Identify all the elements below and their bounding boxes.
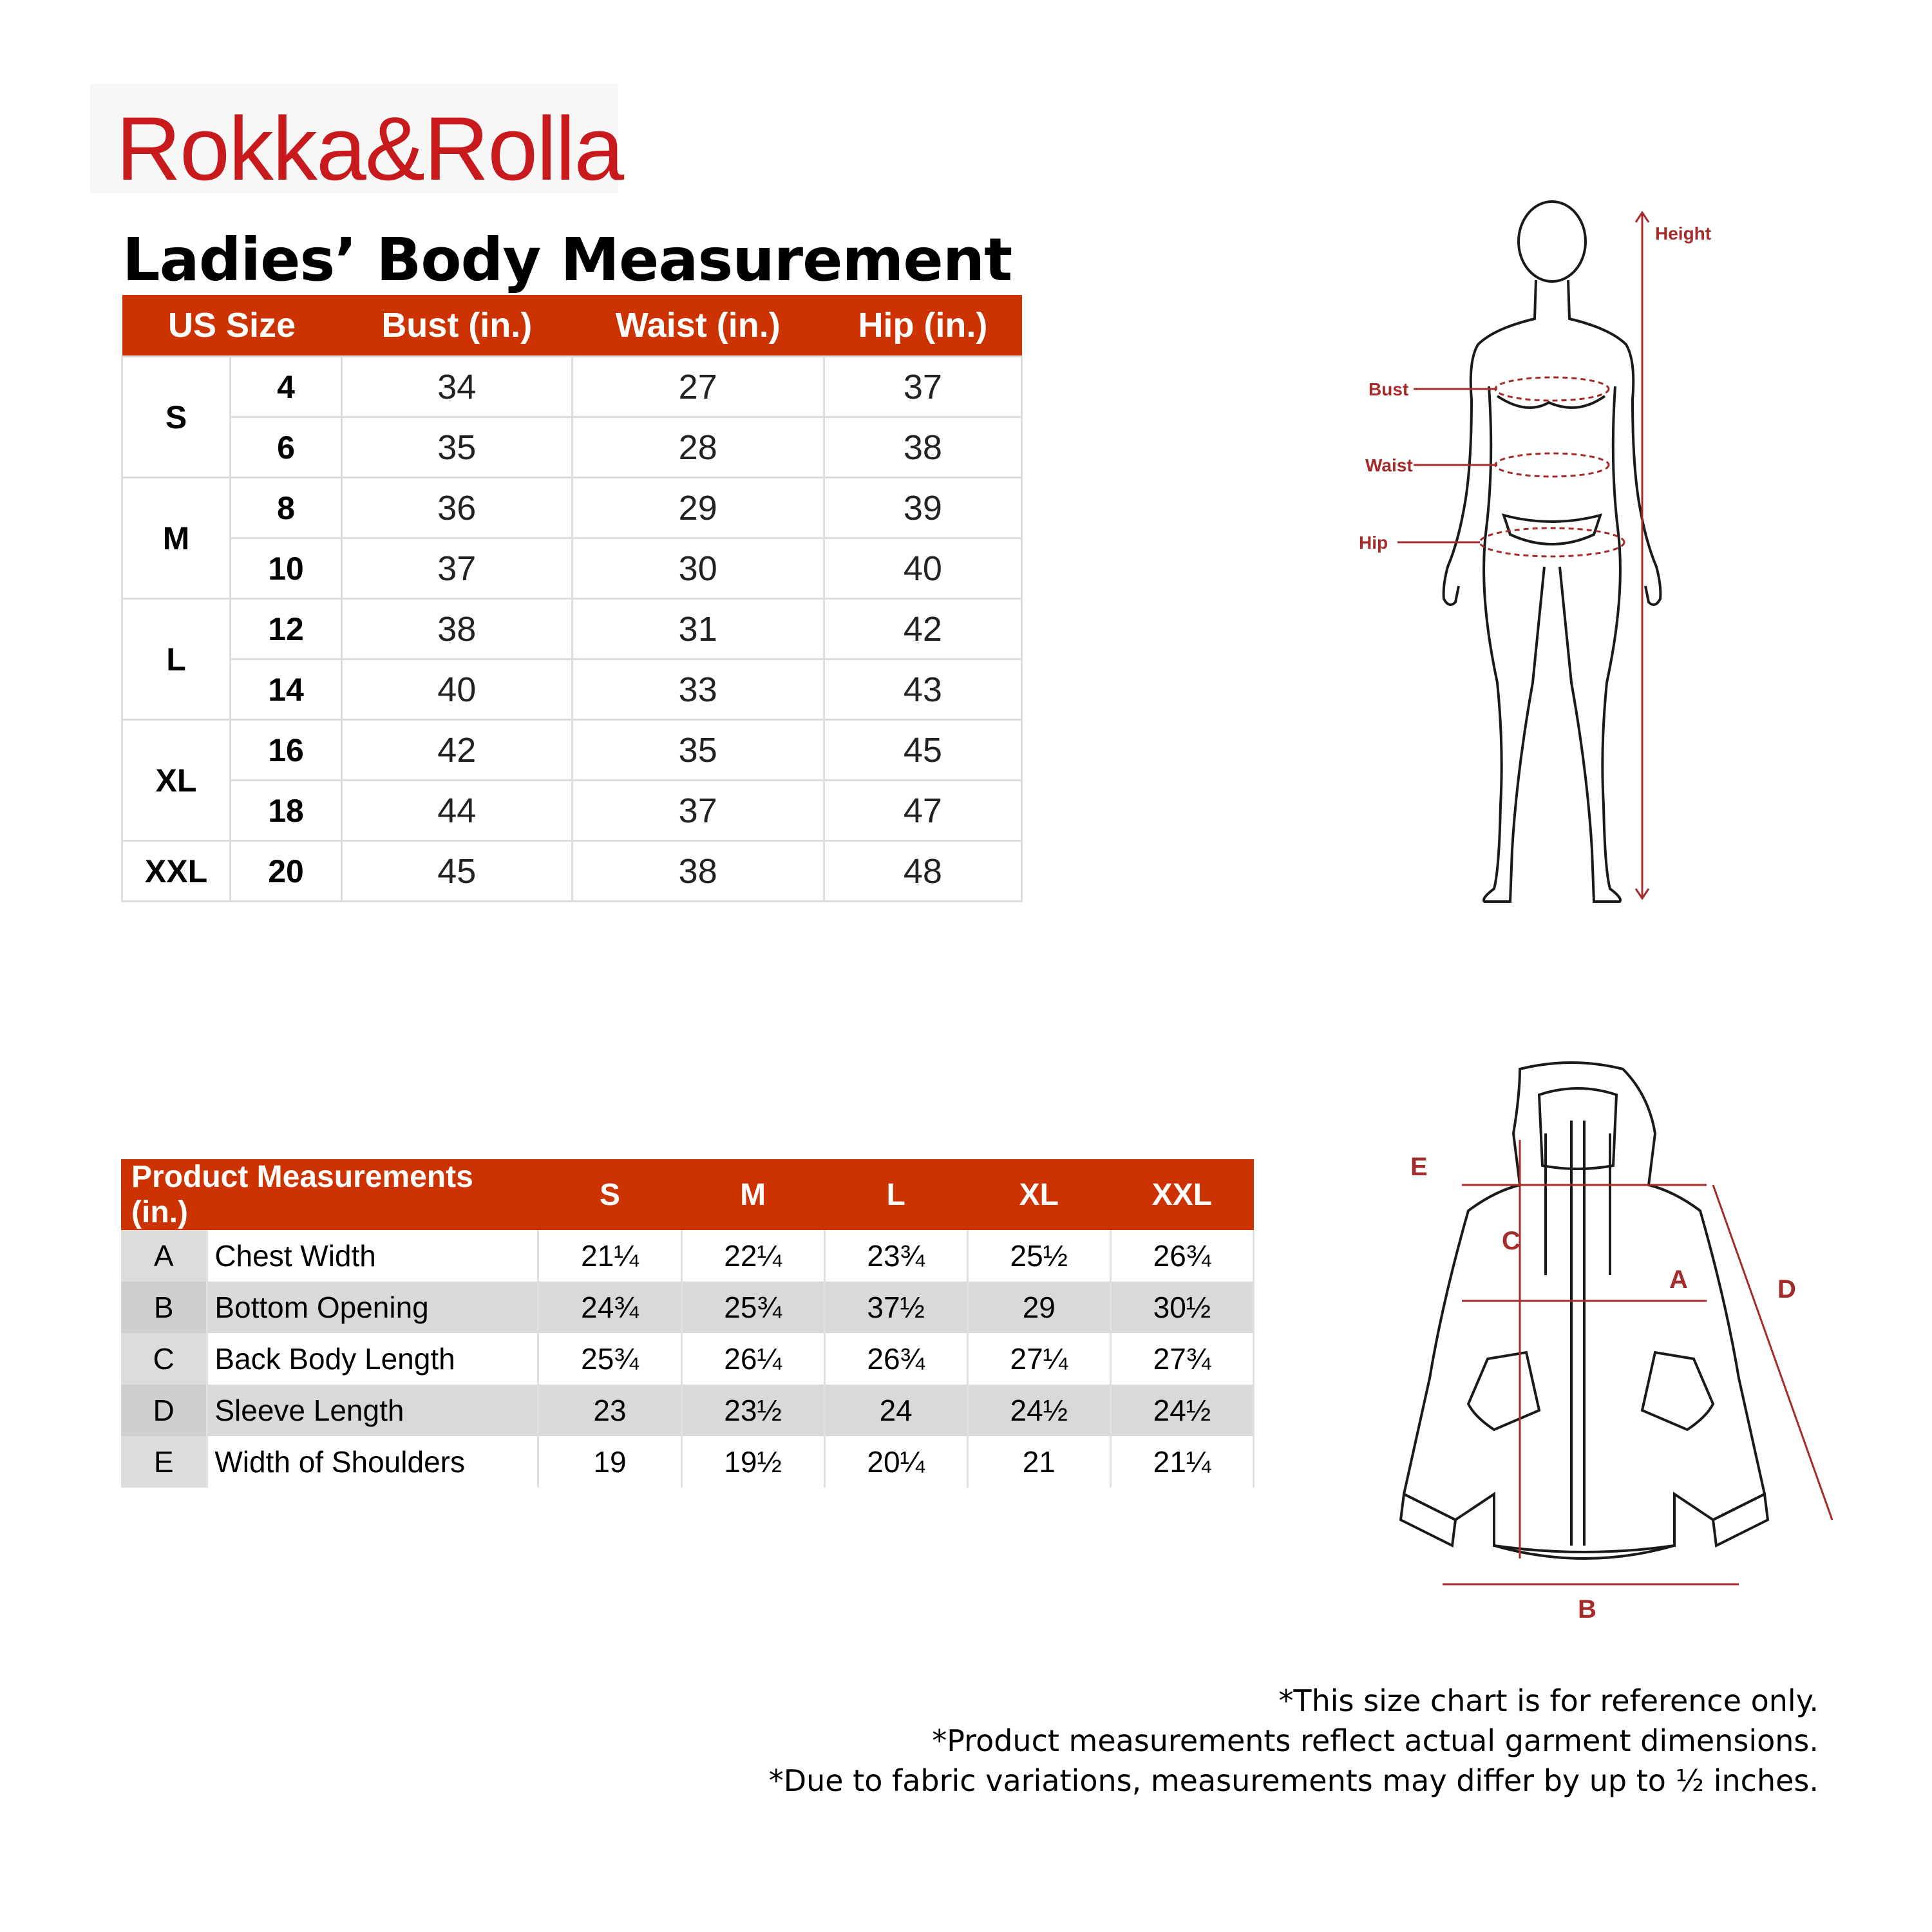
value-cell: 24 bbox=[824, 1385, 967, 1436]
table-row bbox=[121, 1436, 1254, 1488]
label-b: B bbox=[1578, 1595, 1596, 1623]
table-row bbox=[122, 538, 1022, 599]
row-letter: A bbox=[121, 1230, 207, 1282]
header-bust: Bust (in.) bbox=[342, 295, 573, 357]
waist-value: 31 bbox=[572, 599, 824, 659]
us-size-number: 16 bbox=[231, 720, 342, 781]
value-cell: 23 bbox=[538, 1385, 681, 1436]
body-measurement-table bbox=[121, 295, 1023, 902]
size-label: M bbox=[122, 478, 231, 599]
header-size-xl: XL bbox=[967, 1159, 1110, 1230]
jacket-illustration bbox=[1314, 1056, 1868, 1623]
table-row bbox=[121, 1282, 1254, 1333]
us-size-number: 10 bbox=[231, 538, 342, 599]
jacket-measure-guides bbox=[1443, 1140, 1832, 1584]
us-size-number: 8 bbox=[231, 478, 342, 538]
brand-logo bbox=[90, 84, 623, 199]
bust-value: 38 bbox=[342, 599, 573, 659]
row-name: Width of Shoulders bbox=[207, 1436, 538, 1488]
value-cell: 30½ bbox=[1110, 1282, 1253, 1333]
product-measurement-table bbox=[121, 1159, 1255, 1488]
header-product-measurements: Product Measurements (in.) bbox=[121, 1159, 538, 1230]
label-c: C bbox=[1502, 1227, 1520, 1255]
header-us-size: US Size bbox=[122, 295, 342, 357]
body-figure-illustration bbox=[1340, 193, 1790, 927]
table-header-row bbox=[122, 295, 1022, 357]
waist-value: 33 bbox=[572, 659, 824, 720]
value-cell: 20¼ bbox=[824, 1436, 967, 1488]
page-title: Ladies’ Body Measurement bbox=[122, 225, 1012, 294]
size-label: L bbox=[122, 599, 231, 720]
hip-value: 38 bbox=[824, 417, 1021, 478]
value-cell: 27¼ bbox=[967, 1333, 1110, 1385]
value-cell: 27¾ bbox=[1110, 1333, 1253, 1385]
bust-ring bbox=[1495, 377, 1609, 401]
row-letter: E bbox=[121, 1436, 207, 1488]
waist-value: 37 bbox=[572, 781, 824, 841]
bust-value: 40 bbox=[342, 659, 573, 720]
hip-value: 48 bbox=[824, 841, 1021, 902]
footnotes bbox=[769, 1681, 1819, 1801]
us-size-number: 4 bbox=[231, 357, 342, 417]
bust-value: 45 bbox=[342, 841, 573, 902]
header-size-s: S bbox=[538, 1159, 681, 1230]
bust-value: 44 bbox=[342, 781, 573, 841]
value-cell: 24½ bbox=[1110, 1385, 1253, 1436]
waist-value: 38 bbox=[572, 841, 824, 902]
label-d: D bbox=[1777, 1275, 1796, 1303]
table-row bbox=[121, 1230, 1254, 1282]
value-cell: 25½ bbox=[967, 1230, 1110, 1282]
waist-value: 29 bbox=[572, 478, 824, 538]
table-row bbox=[122, 659, 1022, 720]
bust-value: 34 bbox=[342, 357, 573, 417]
hip-value: 43 bbox=[824, 659, 1021, 720]
table-row bbox=[122, 357, 1022, 417]
us-size-number: 14 bbox=[231, 659, 342, 720]
table-row bbox=[122, 599, 1022, 659]
table-row bbox=[122, 417, 1022, 478]
footnote: *This size chart is for reference only. bbox=[1278, 1683, 1819, 1718]
value-cell: 21¼ bbox=[538, 1230, 681, 1282]
header-size-xxl: XXL bbox=[1110, 1159, 1253, 1230]
us-size-number: 20 bbox=[231, 841, 342, 902]
table-row bbox=[121, 1333, 1254, 1385]
table-row bbox=[121, 1385, 1254, 1436]
value-cell: 23¾ bbox=[824, 1230, 967, 1282]
table-row bbox=[122, 478, 1022, 538]
height-label: Height bbox=[1655, 223, 1712, 243]
value-cell: 22¼ bbox=[681, 1230, 824, 1282]
hip-value: 45 bbox=[824, 720, 1021, 781]
row-letter: B bbox=[121, 1282, 207, 1333]
value-cell: 29 bbox=[967, 1282, 1110, 1333]
value-cell: 19 bbox=[538, 1436, 681, 1488]
header-size-m: M bbox=[681, 1159, 824, 1230]
value-cell: 26¼ bbox=[681, 1333, 824, 1385]
bust-value: 35 bbox=[342, 417, 573, 478]
value-cell: 21¼ bbox=[1110, 1436, 1253, 1488]
jacket-outline bbox=[1401, 1063, 1768, 1558]
row-name: Chest Width bbox=[207, 1230, 538, 1282]
bust-value: 37 bbox=[342, 538, 573, 599]
size-label: XXL bbox=[122, 841, 231, 902]
us-size-number: 18 bbox=[231, 781, 342, 841]
row-letter: D bbox=[121, 1385, 207, 1436]
table-row bbox=[122, 781, 1022, 841]
waist-value: 30 bbox=[572, 538, 824, 599]
row-letter: C bbox=[121, 1333, 207, 1385]
table-row bbox=[122, 720, 1022, 781]
value-cell: 21 bbox=[967, 1436, 1110, 1488]
hip-ring bbox=[1480, 528, 1624, 556]
value-cell: 26¾ bbox=[824, 1333, 967, 1385]
value-cell: 37½ bbox=[824, 1282, 967, 1333]
waist-value: 27 bbox=[572, 357, 824, 417]
value-cell: 26¾ bbox=[1110, 1230, 1253, 1282]
header-size-l: L bbox=[824, 1159, 967, 1230]
bust-label: Bust bbox=[1368, 379, 1409, 399]
value-cell: 23½ bbox=[681, 1385, 824, 1436]
row-name: Sleeve Length bbox=[207, 1385, 538, 1436]
body-outline bbox=[1444, 202, 1661, 902]
us-size-number: 6 bbox=[231, 417, 342, 478]
hip-value: 40 bbox=[824, 538, 1021, 599]
table-header-row bbox=[121, 1159, 1254, 1230]
bust-value: 42 bbox=[342, 720, 573, 781]
footnote: *Product measurements reflect actual garment dimensions. bbox=[932, 1723, 1819, 1758]
waist-label: Waist bbox=[1365, 455, 1413, 475]
waist-ring bbox=[1495, 453, 1609, 477]
us-size-number: 12 bbox=[231, 599, 342, 659]
waist-value: 35 bbox=[572, 720, 824, 781]
measure-guides bbox=[1397, 213, 1649, 898]
hip-value: 39 bbox=[824, 478, 1021, 538]
value-cell: 25¾ bbox=[538, 1333, 681, 1385]
value-cell: 24¾ bbox=[538, 1282, 681, 1333]
header-hip: Hip (in.) bbox=[824, 295, 1021, 357]
row-name: Back Body Length bbox=[207, 1333, 538, 1385]
size-label: XL bbox=[122, 720, 231, 841]
footnote: *Due to fabric variations, measurements may differ by up to ½ inches. bbox=[768, 1763, 1819, 1798]
table-row bbox=[122, 841, 1022, 902]
hip-label: Hip bbox=[1359, 533, 1388, 553]
size-label: S bbox=[122, 357, 231, 478]
brand-logo-text: Rokka&Rolla bbox=[116, 98, 623, 199]
bust-value: 36 bbox=[342, 478, 573, 538]
row-name: Bottom Opening bbox=[207, 1282, 538, 1333]
sleeve-line-d bbox=[1713, 1185, 1832, 1520]
value-cell: 19½ bbox=[681, 1436, 824, 1488]
waist-value: 28 bbox=[572, 417, 824, 478]
value-cell: 25¾ bbox=[681, 1282, 824, 1333]
value-cell: 24½ bbox=[967, 1385, 1110, 1436]
header-waist: Waist (in.) bbox=[572, 295, 824, 357]
hip-value: 47 bbox=[824, 781, 1021, 841]
hip-value: 42 bbox=[824, 599, 1021, 659]
label-a: A bbox=[1669, 1265, 1688, 1294]
hip-value: 37 bbox=[824, 357, 1021, 417]
label-e: E bbox=[1410, 1153, 1428, 1181]
